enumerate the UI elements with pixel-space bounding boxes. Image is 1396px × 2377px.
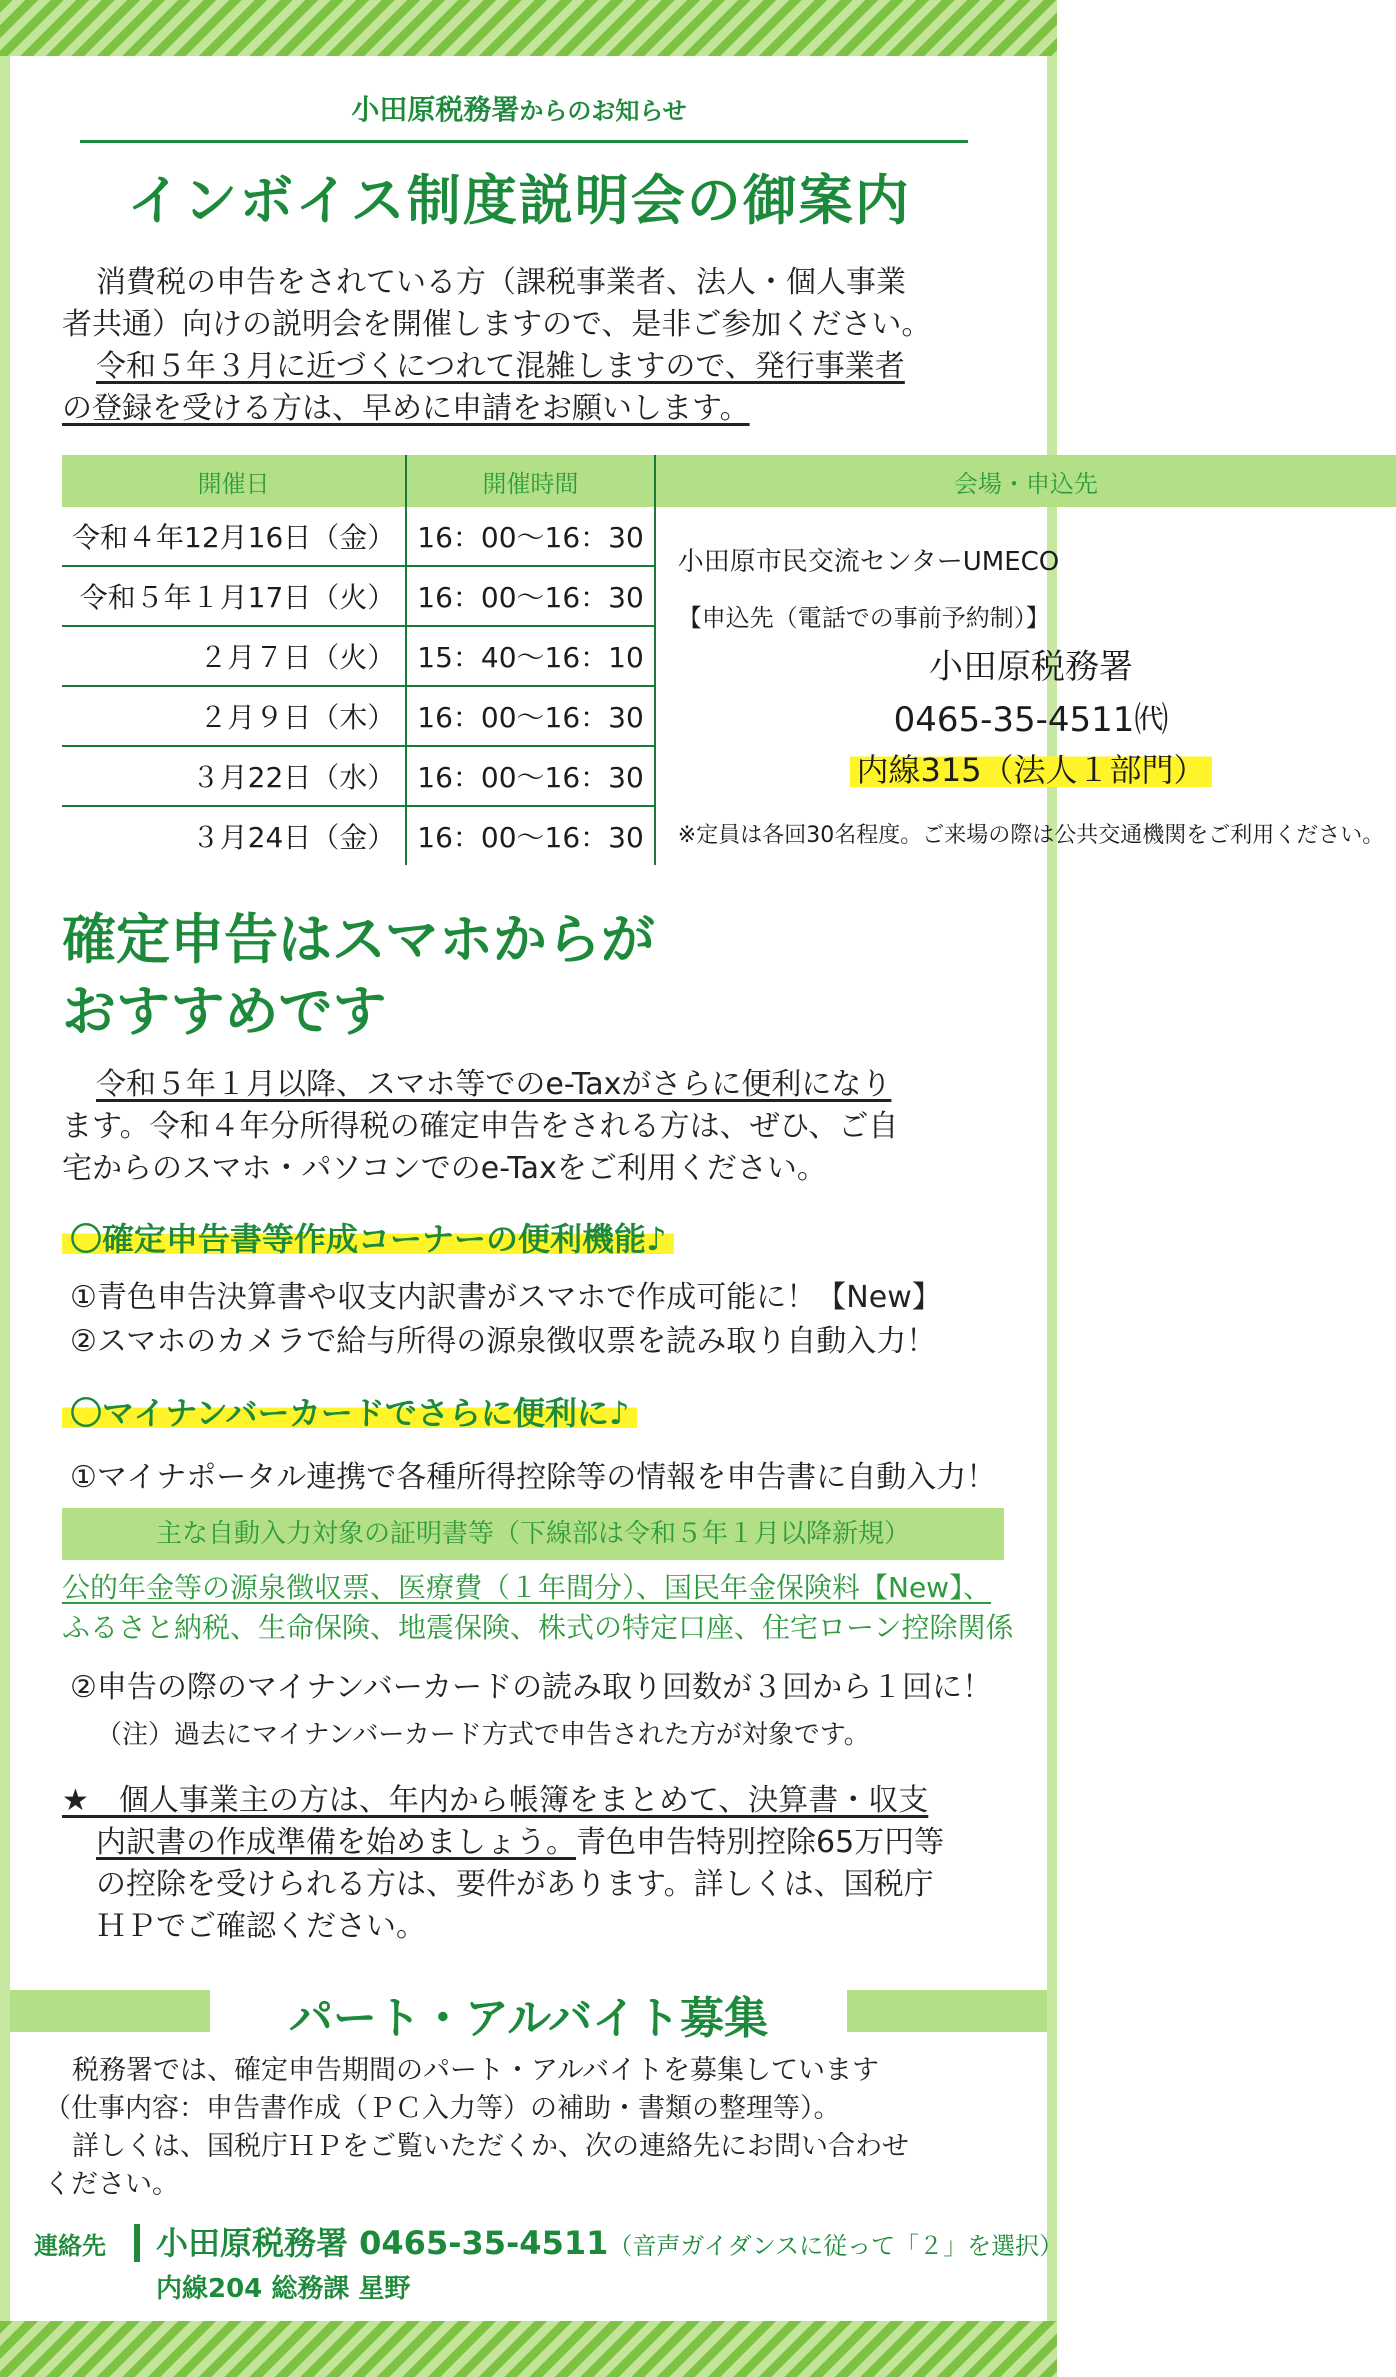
etax-section-title <box>62 904 962 1048</box>
header-date: 開催日 <box>62 455 406 507</box>
mynumber-item-1: ①マイナポータル連携で各種所得控除等の情報を申告書に自動入力！ <box>70 1460 997 1495</box>
header-divider <box>80 140 968 143</box>
etax-intro-line-2: ます。令和４年分所得税の確定申告をされる方は、ぜひ、ご自 <box>62 1109 899 1144</box>
apply-office: 小田原税務署 <box>929 647 1134 687</box>
session-date: 令和５年１月17日（火） <box>62 566 406 626</box>
session-date: ２月９日（木） <box>62 686 406 746</box>
mynumber-heading-wrap <box>62 1388 637 1434</box>
recruit-line-2: （仕事内容：申告書作成（ＰＣ入力等）の補助・書類の整理等）。 <box>44 2093 841 2124</box>
intro-line-2: 者共通）向けの説明会を開催しますので、是非ご参加ください。 <box>62 307 932 342</box>
right-frame <box>1047 56 1057 2321</box>
session-time: 16：00～16：30 <box>406 746 655 806</box>
corner-heading-wrap <box>62 1214 674 1260</box>
session-time: 16：00～16：30 <box>406 507 655 566</box>
star-line-2b: 青色申告特別控除65万円等 <box>576 1825 945 1860</box>
notice-source <box>60 88 978 128</box>
session-date: ３月24日（金） <box>62 806 406 865</box>
intro-line-4: の登録を受ける方は、早めに申請をお願いします。 <box>62 391 750 426</box>
contact-main <box>156 2218 1063 2264</box>
recruit-line-3: 詳しくは、国税庁ＨＰをご覧いただくか、次の連絡先にお問い合わせ <box>72 2131 909 2162</box>
recruit-body <box>44 2052 1024 2204</box>
session-time: 16：00～16：30 <box>406 806 655 865</box>
auto-input-targets-label: 主な自動入力対象の証明書等（下線部は令和５年１月以降新規） <box>62 1508 1004 1560</box>
recruit-line-4: ください。 <box>44 2169 179 2200</box>
auto-input-targets <box>62 1568 1022 1648</box>
star-line-3: の控除を受けられる方は、要件があります。詳しくは、国税庁 <box>96 1867 934 1902</box>
etax-intro-line-3: 宅からのスマホ・パソコンでのe-Taxをご利用ください。 <box>62 1151 827 1186</box>
table-row <box>62 507 1396 566</box>
venue-note: ※定員は各回30名程度。ご来場の際は公共交通機関をご利用ください。 <box>677 823 1385 848</box>
session-time: 15：40～16：10 <box>406 626 655 686</box>
recruit-bar-left <box>10 1990 210 2032</box>
etax-intro-line-1: 令和５年１月以降、スマホ等でのe-Taxがさらに便利になり <box>96 1067 892 1102</box>
mynumber-note: （注）過去にマイナンバーカード方式で申告された方が対象です。 <box>96 1720 870 1750</box>
intro-line-3: 令和５年３月に近づくにつれて混雑しますので、発行事業者 <box>96 349 905 384</box>
session-time: 16：00～16：30 <box>406 686 655 746</box>
bottom-stripe-border <box>0 2321 1057 2377</box>
corner-item-2: ②スマホのカメラで給与所得の源泉徴収票を読み取り自動入力！ <box>70 1324 937 1359</box>
recruit-bar-right <box>847 1990 1047 2032</box>
star-line-2a: 内訳書の作成準備を始めましょう。 <box>96 1825 576 1860</box>
contact-guidance-note: （音声ガイダンスに従って「２」を選択） <box>608 2232 1064 2260</box>
star-line-4: ＨＰでご確認ください。 <box>96 1909 426 1944</box>
recruit-title: パート・アルバイト募集 <box>210 1982 847 2046</box>
corner-item-1: ①青色申告決算書や収支内訳書がスマホで作成可能に！【New】 <box>70 1280 942 1315</box>
schedule-table <box>62 455 1396 865</box>
contact-extension: 内線204 総務課 星野 <box>156 2274 411 2304</box>
etax-intro <box>62 1064 1012 1190</box>
left-frame <box>0 56 10 2321</box>
office-name: 小田原税務署 <box>351 93 520 126</box>
header-venue: 会場・申込先 <box>655 455 1396 507</box>
office-suffix: からのお知らせ <box>519 97 687 125</box>
session-date: 令和４年12月16日（金） <box>62 507 406 566</box>
contact-label: 連絡先 <box>34 2232 106 2260</box>
mynumber-heading: 〇マイナンバーカードでさらに便利に♪ <box>62 1394 637 1432</box>
intro-line-1: 消費税の申告をされている方（課税事業者、法人・個人事業 <box>96 265 906 300</box>
apply-extension: 内線315（法人１部門） <box>850 751 1211 789</box>
corner-items <box>70 1276 1020 1364</box>
venue-cell <box>655 507 1396 865</box>
apply-label: 【申込先（電話での事前予約制）】 <box>677 604 1050 632</box>
header-time: 開催時間 <box>406 455 655 507</box>
sole-proprietor-notice <box>62 1780 1012 1948</box>
schedule-header-row <box>62 455 1396 507</box>
page-title: インボイス制度説明会の御案内 <box>127 169 911 232</box>
star-line-1: ★ 個人事業主の方は、年内から帳簿をまとめて、決算書・収支 <box>62 1783 929 1818</box>
mynumber-item-2: ②申告の際のマイナンバーカードの読み取り回数が３回から１回に！ <box>70 1670 993 1705</box>
top-stripe-border <box>0 0 1057 56</box>
etax-title-line-1: 確定申告はスマホからが <box>62 908 655 971</box>
targets-line-2: ふるさと納税、生命保険、地震保険、株式の特定口座、住宅ローン控除関係 <box>62 1611 1014 1644</box>
session-time: 16：00～16：30 <box>406 566 655 626</box>
session-date: ３月22日（水） <box>62 746 406 806</box>
targets-line-1: 公的年金等の源泉徴収票、医療費（１年間分）、国民年金保険料【New】、 <box>62 1571 992 1604</box>
contact-phone: 小田原税務署 0465-35-4511 <box>156 2224 609 2262</box>
recruit-line-1: 税務署では、確定申告期間のパート・アルバイトを募集しています <box>72 2055 880 2086</box>
session-date: ２月７日（火） <box>62 626 406 686</box>
contact-divider <box>134 2224 140 2262</box>
apply-phone: 0465-35-4511㈹ <box>893 700 1169 740</box>
corner-heading: 〇確定申告書等作成コーナーの便利機能♪ <box>62 1220 674 1258</box>
venue-name: 小田原市民交流センターUMECO <box>677 547 1060 577</box>
etax-title-line-2: おすすめです <box>62 980 387 1043</box>
intro-paragraph <box>62 262 1012 430</box>
